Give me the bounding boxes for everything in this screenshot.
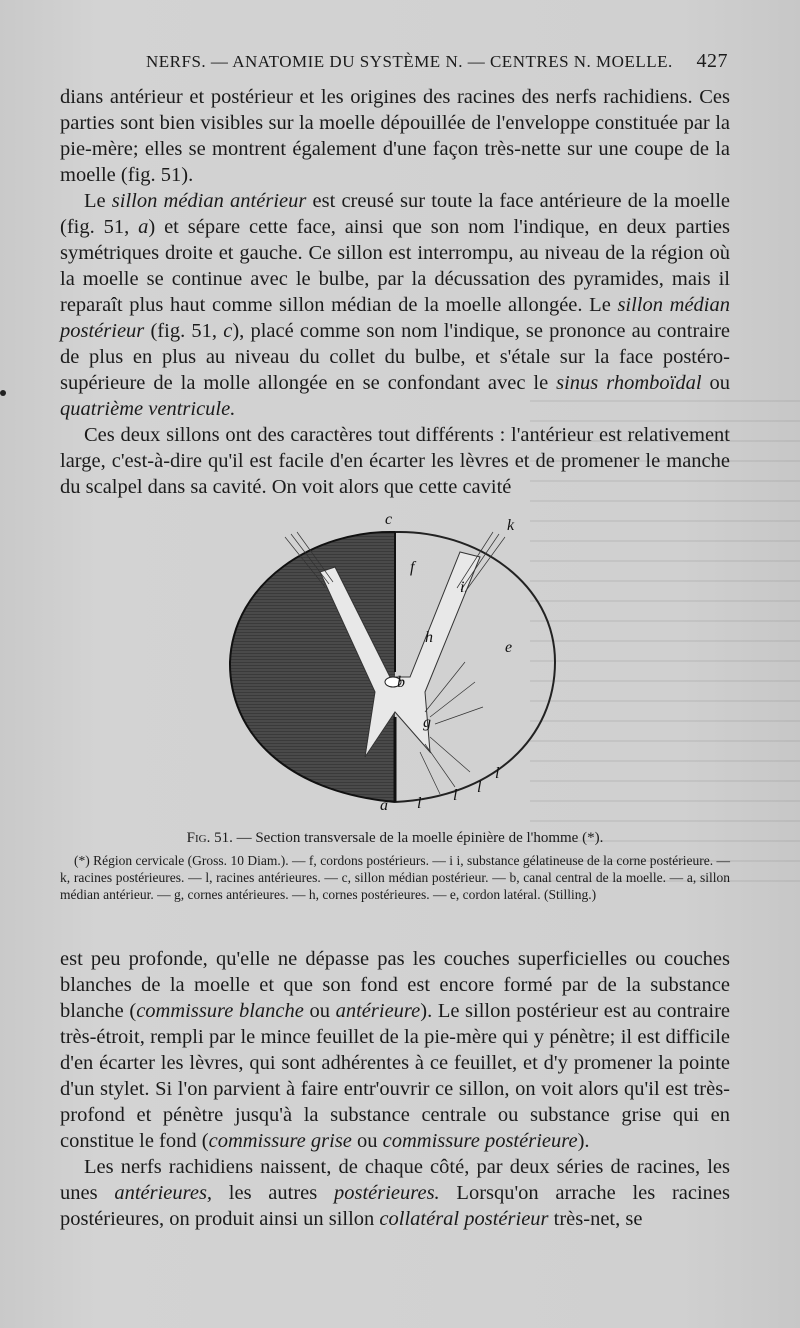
running-title: NERFS. — ANATOMIE DU SYSTÈME N. — CENTRES N. MOELLE. bbox=[146, 52, 673, 71]
paragraph-1: dians antérieur et postérieur et les origines des racines des nerfs rachidiens. Ces parties sont bien visibles sur la moelle dépouillée de l'enveloppe constituée par la pie-mère; elles se montrent également d'une façon très-nette sur une coupe de la moelle (fig. 51). bbox=[60, 86, 730, 186]
label-i: i bbox=[460, 579, 465, 596]
paragraph-3: Ces deux sillons ont des caractères tout différents : l'antérieur est relativement large, c'est-à-dire qu'il est facile d'en écarter les lèvres et de promener le manche du scalpel dans sa cavité. On voit alors que cette cavité bbox=[60, 424, 730, 498]
label-l2: l bbox=[453, 787, 458, 804]
label-h: h bbox=[425, 629, 433, 646]
figure-footnote-text: (*) Région cervicale (Gross. 10 Diam.). — f, cordons postérieurs. — i i, substance gélatineuse de la corne postérieure. — k, racines postérieures. — l, racines antérieures. — c, sillon médian postérieur. — b, canal central de la moelle. — a, sillon médian antérieur. — g, cornes antérieures. — h, cornes postérieures. — e, cordon latéral. (Stilling.) bbox=[60, 853, 730, 902]
paragraph-2: Le sillon médian antérieur est creusé sur toute la face antérieure de la moelle (fig. 51, a) et sépare cette face, ainsi que son nom l'indique, en deux parties symétriques droite et gauche. Ce sillon est interrompu, au niveau de la région où la moelle se continue avec le bulbe, par la décussation des pyramides, mais il reparaît plus haut comme sillon médian de la moelle allongée. Le sillon médian postérieur (fig. 51, c), placé comme son nom l'indique, se prononce au contraire de plus en plus au niveau du collet du bulbe, et s'étale sur la face postéro-supérieure de la molle allongée en se confondant avec le sinus rhomboïdal ou quatrième ventricule. bbox=[60, 190, 730, 420]
figure-title: — Section transversale de la moelle épinière de l'homme (*). bbox=[236, 830, 604, 846]
running-header bbox=[60, 48, 728, 78]
label-e: e bbox=[505, 639, 513, 656]
figure-caption bbox=[60, 828, 730, 848]
body-text-top bbox=[60, 84, 730, 500]
label-k: k bbox=[507, 517, 515, 534]
label-g: g bbox=[423, 714, 431, 731]
label-a: a bbox=[380, 797, 388, 812]
label-c: c bbox=[385, 512, 393, 528]
label-l4: l bbox=[495, 765, 500, 782]
label-l3: l bbox=[477, 779, 482, 796]
label-b: b bbox=[397, 674, 405, 691]
paragraph-5: Les nerfs rachidiens naissent, de chaque côté, par deux séries de racines, les unes antérieures, les autres postérieures. Lorsqu'on arrache les racines postérieures, on produit ainsi un sillon collatéral postérieur très-net, se bbox=[60, 1156, 730, 1230]
label-f: f bbox=[410, 559, 415, 576]
spinal-cord-section-figure bbox=[225, 512, 565, 812]
body-text-bottom bbox=[60, 946, 730, 1232]
figure-number: Fig. 51. bbox=[186, 830, 233, 846]
margin-ink-dot bbox=[0, 390, 6, 396]
label-l1: l bbox=[417, 795, 422, 812]
paragraph-4: est peu profonde, qu'elle ne dépasse pas les couches superficielles ou couches blanches de la moelle et que son fond est encore formé par de la substance blanche (commissure blanche ou antérieure). Le sillon postérieur est au contraire très-étroit, rempli par le mince feuillet de la pie-mère qui y pénètre; il est difficile d'en écarter les lèvres, qui sont adhérentes à ce feuillet, et d'y promener la pointe d'un stylet. Si l'on parvient à faire entr'ouvrir ce sillon, on voit alors qu'il est très-profond et pénètre jusqu'à la substance centrale ou substance grise qui en constitue le fond (commissure grise ou commissure postérieure). bbox=[60, 948, 730, 1152]
page-number: 427 bbox=[696, 50, 728, 72]
figure-footnote bbox=[60, 852, 730, 903]
